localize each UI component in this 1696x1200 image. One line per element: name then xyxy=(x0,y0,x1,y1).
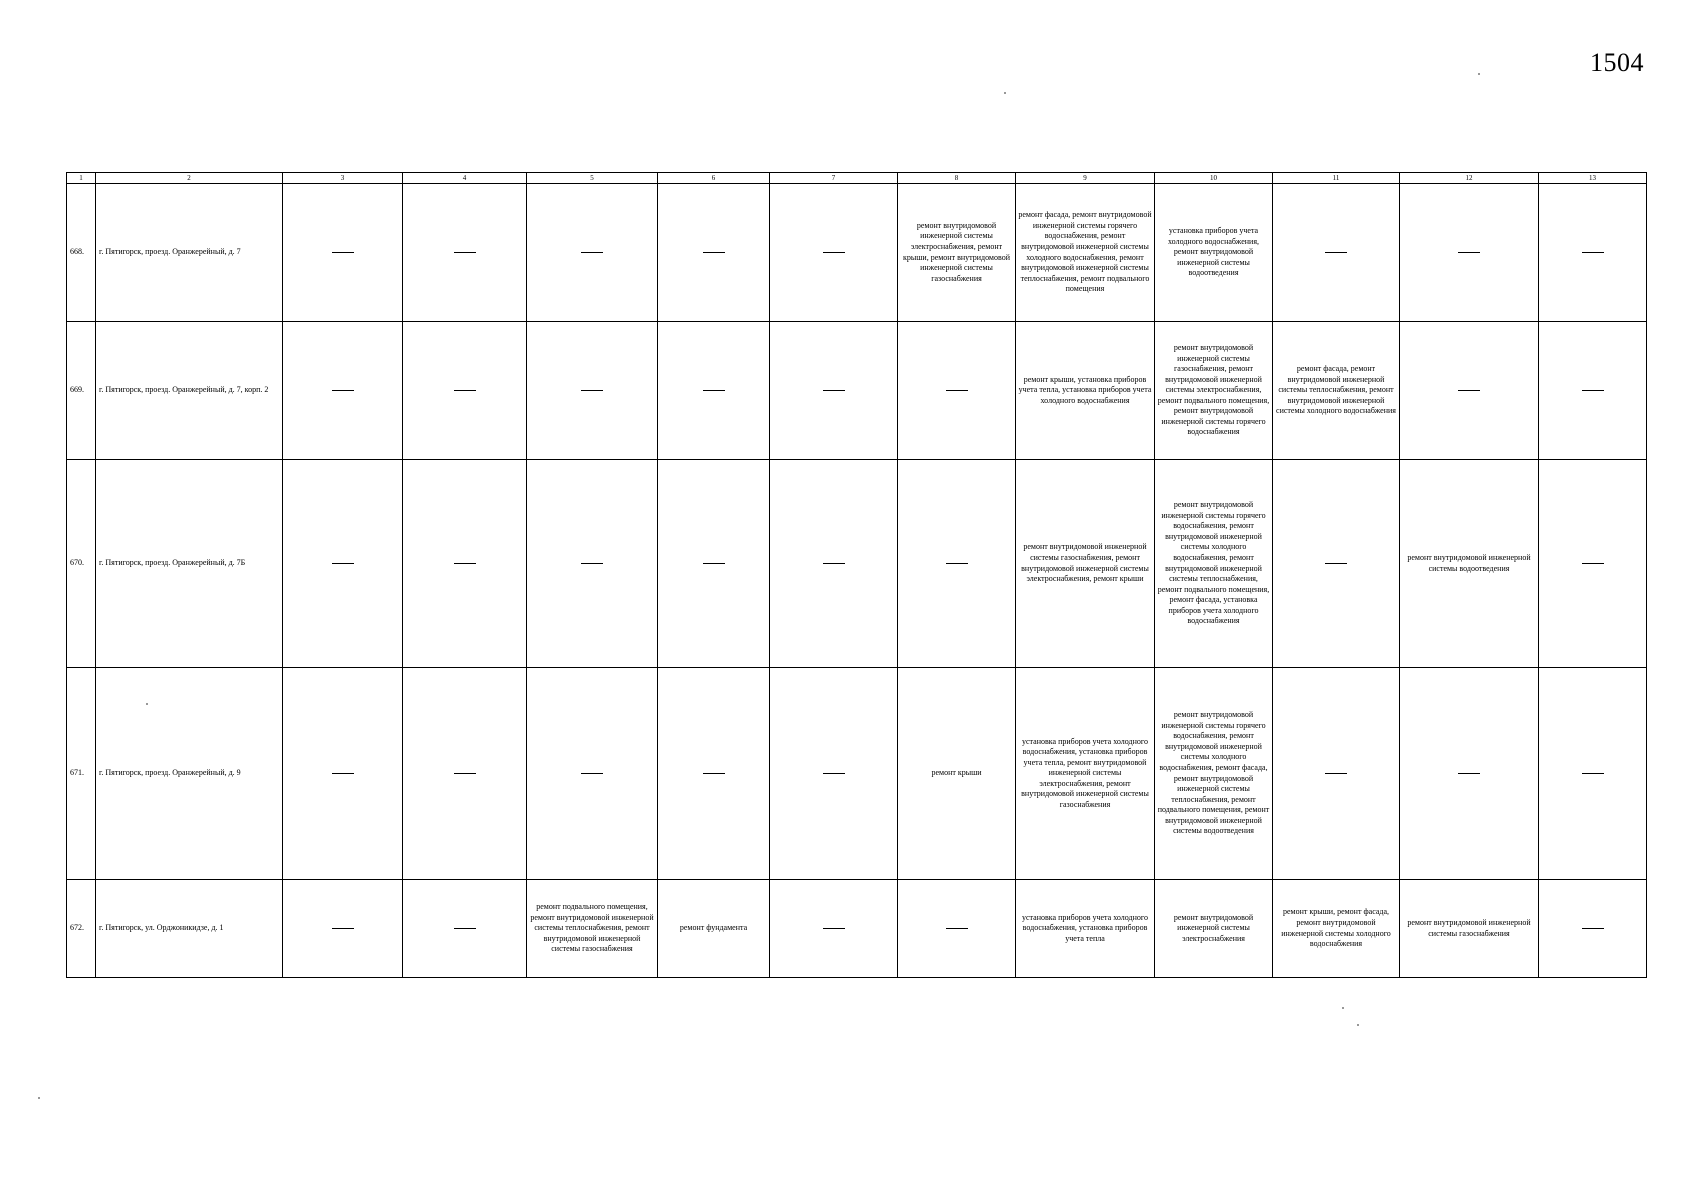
dash-mark xyxy=(454,252,476,253)
column-number: 7 xyxy=(770,173,898,184)
column-number-row xyxy=(67,173,1647,184)
empty-dash-cell xyxy=(1400,184,1539,322)
dash-mark xyxy=(1582,252,1604,253)
dash-mark xyxy=(823,928,845,929)
dash-mark xyxy=(581,390,603,391)
column-number: 3 xyxy=(283,173,403,184)
page-number: 1504 xyxy=(1590,48,1644,77)
dash-mark xyxy=(1582,773,1604,774)
empty-dash-cell xyxy=(770,880,898,978)
row-number: 669. xyxy=(67,322,96,460)
empty-dash-cell xyxy=(403,460,527,668)
work-description-cell: ремонт внутридомовой инженерной системы газоснабжения, ремонт внутридомовой инженерной системы электроснабжения, ремонт подвального помещения, ремонт внутридомовой инженерной системы горячего водоснабжения xyxy=(1155,322,1273,460)
dash-mark xyxy=(703,252,725,253)
empty-dash-cell xyxy=(1400,322,1539,460)
dash-mark xyxy=(1325,773,1347,774)
row-number: 668. xyxy=(67,184,96,322)
row-number: 672. xyxy=(67,880,96,978)
work-description-cell: ремонт фундамента xyxy=(658,880,770,978)
dash-mark xyxy=(454,390,476,391)
work-description-cell: ремонт крыши xyxy=(898,668,1016,880)
empty-dash-cell xyxy=(658,668,770,880)
scan-speck xyxy=(38,1097,40,1099)
table-row xyxy=(67,322,1647,460)
empty-dash-cell xyxy=(1539,880,1647,978)
dash-mark xyxy=(1325,563,1347,564)
work-description-cell: ремонт крыши, установка приборов учета тепла, установка приборов учета холодного водоснабжения xyxy=(1016,322,1155,460)
empty-dash-cell xyxy=(1273,460,1400,668)
empty-dash-cell xyxy=(527,322,658,460)
column-number: 13 xyxy=(1539,173,1647,184)
dash-mark xyxy=(823,390,845,391)
work-description-cell: ремонт подвального помещения, ремонт внутридомовой инженерной системы теплоснабжения, ремонт внутридомовой инженерной системы газоснабжения xyxy=(527,880,658,978)
empty-dash-cell xyxy=(527,668,658,880)
dash-mark xyxy=(823,563,845,564)
dash-mark xyxy=(332,252,354,253)
work-description-cell: ремонт фасада, ремонт внутридомовой инженерной системы горячего водоснабжения, ремонт внутридомовой инженерной системы холодного водоснабжения, ремонт внутридомовой инженерной системы теплоснабжения, ремонт подвального помещения xyxy=(1016,184,1155,322)
dash-mark xyxy=(946,563,968,564)
dash-mark xyxy=(1458,773,1480,774)
table-row xyxy=(67,460,1647,668)
empty-dash-cell xyxy=(527,184,658,322)
column-number: 4 xyxy=(403,173,527,184)
empty-dash-cell xyxy=(1539,668,1647,880)
work-description-cell: ремонт внутридомовой инженерной системы электроснабжения xyxy=(1155,880,1273,978)
empty-dash-cell xyxy=(527,460,658,668)
empty-dash-cell xyxy=(770,322,898,460)
empty-dash-cell xyxy=(283,322,403,460)
column-number: 10 xyxy=(1155,173,1273,184)
empty-dash-cell xyxy=(658,184,770,322)
work-description-cell: ремонт крыши, ремонт фасада, ремонт внутридомовой инженерной системы холодного водоснабжения xyxy=(1273,880,1400,978)
table-row xyxy=(67,184,1647,322)
empty-dash-cell xyxy=(658,460,770,668)
empty-dash-cell xyxy=(403,668,527,880)
table-row xyxy=(67,668,1647,880)
scan-speck xyxy=(1478,73,1480,75)
dash-mark xyxy=(1458,252,1480,253)
dash-mark xyxy=(454,928,476,929)
empty-dash-cell xyxy=(1539,322,1647,460)
work-description-cell: ремонт внутридомовой инженерной системы электроснабжения, ремонт крыши, ремонт внутридомовой инженерной системы газоснабжения xyxy=(898,184,1016,322)
dash-mark xyxy=(946,390,968,391)
dash-mark xyxy=(332,563,354,564)
empty-dash-cell xyxy=(898,460,1016,668)
empty-dash-cell xyxy=(898,880,1016,978)
column-number: 9 xyxy=(1016,173,1155,184)
dash-mark xyxy=(332,773,354,774)
empty-dash-cell xyxy=(283,880,403,978)
row-number: 670. xyxy=(67,460,96,668)
column-number: 5 xyxy=(527,173,658,184)
empty-dash-cell xyxy=(403,322,527,460)
address-cell: г. Пятигорск, проезд. Оранжерейный, д. 7 xyxy=(96,184,283,322)
work-description-cell: установка приборов учета холодного водоснабжения, установка приборов учета тепла, ремонт внутридомовой инженерной системы электроснабжения, ремонт внутридомовой инженерной системы газоснабжения xyxy=(1016,668,1155,880)
dash-mark xyxy=(703,563,725,564)
row-number: 671. xyxy=(67,668,96,880)
dash-mark xyxy=(581,773,603,774)
column-number: 1 xyxy=(67,173,96,184)
address-cell: г. Пятигорск, проезд. Оранжерейный, д. 7Б xyxy=(96,460,283,668)
dash-mark xyxy=(703,773,725,774)
column-number: 11 xyxy=(1273,173,1400,184)
work-description-cell: ремонт внутридомовой инженерной системы горячего водоснабжения, ремонт внутридомовой инженерной системы холодного водоснабжения, ремонт фасада, ремонт внутридомовой инженерной системы теплоснабжения, ремонт подвального помещения, ремонт внутридомовой инженерной системы водоотведения xyxy=(1155,668,1273,880)
work-description-cell: ремонт внутридомовой инженерной системы газоснабжения, ремонт внутридомовой инженерной системы электроснабжения, ремонт крыши xyxy=(1016,460,1155,668)
empty-dash-cell xyxy=(283,460,403,668)
scan-speck xyxy=(1357,1024,1359,1026)
dash-mark xyxy=(703,390,725,391)
empty-dash-cell xyxy=(770,184,898,322)
work-description-cell: ремонт внутридомовой инженерной системы водоотведения xyxy=(1400,460,1539,668)
address-cell: г. Пятигорск, проезд. Оранжерейный, д. 7, корп. 2 xyxy=(96,322,283,460)
empty-dash-cell xyxy=(283,184,403,322)
dash-mark xyxy=(1458,390,1480,391)
dash-mark xyxy=(946,928,968,929)
dash-mark xyxy=(1582,563,1604,564)
dash-mark xyxy=(454,773,476,774)
work-description-cell: установка приборов учета холодного водоснабжения, установка приборов учета тепла xyxy=(1016,880,1155,978)
table-row xyxy=(67,880,1647,978)
work-description-cell: установка приборов учета холодного водоснабжения, ремонт внутридомовой инженерной системы водоотведения xyxy=(1155,184,1273,322)
column-number: 2 xyxy=(96,173,283,184)
address-cell: г. Пятигорск, проезд. Оранжерейный, д. 9 xyxy=(96,668,283,880)
dash-mark xyxy=(581,252,603,253)
empty-dash-cell xyxy=(658,322,770,460)
repair-schedule-table xyxy=(66,172,1647,978)
work-description-cell: ремонт внутридомовой инженерной системы газоснабжения xyxy=(1400,880,1539,978)
empty-dash-cell xyxy=(283,668,403,880)
column-number: 12 xyxy=(1400,173,1539,184)
empty-dash-cell xyxy=(1539,460,1647,668)
scan-speck xyxy=(1342,1007,1344,1009)
dash-mark xyxy=(1582,928,1604,929)
empty-dash-cell xyxy=(898,322,1016,460)
dash-mark xyxy=(332,928,354,929)
dash-mark xyxy=(1582,390,1604,391)
empty-dash-cell xyxy=(1400,668,1539,880)
empty-dash-cell xyxy=(403,880,527,978)
work-description-cell: ремонт внутридомовой инженерной системы горячего водоснабжения, ремонт внутридомовой инженерной системы холодного водоснабжения, ремонт внутридомовой инженерной системы теплоснабжения, ремонт подвального помещения, ремонт фасада, установка приборов учета холодного водоснабжения xyxy=(1155,460,1273,668)
dash-mark xyxy=(823,773,845,774)
dash-mark xyxy=(1325,252,1347,253)
column-number: 8 xyxy=(898,173,1016,184)
empty-dash-cell xyxy=(770,460,898,668)
work-description-cell: ремонт фасада, ремонт внутридомовой инженерной системы теплоснабжения, ремонт внутридомовой инженерной системы холодного водоснабжения xyxy=(1273,322,1400,460)
address-cell: г. Пятигорск, ул. Орджоникидзе, д. 1 xyxy=(96,880,283,978)
dash-mark xyxy=(454,563,476,564)
dash-mark xyxy=(823,252,845,253)
column-number: 6 xyxy=(658,173,770,184)
dash-mark xyxy=(332,390,354,391)
empty-dash-cell xyxy=(1273,184,1400,322)
empty-dash-cell xyxy=(403,184,527,322)
empty-dash-cell xyxy=(1273,668,1400,880)
empty-dash-cell xyxy=(1539,184,1647,322)
dash-mark xyxy=(581,563,603,564)
scan-speck xyxy=(1004,92,1006,94)
empty-dash-cell xyxy=(770,668,898,880)
